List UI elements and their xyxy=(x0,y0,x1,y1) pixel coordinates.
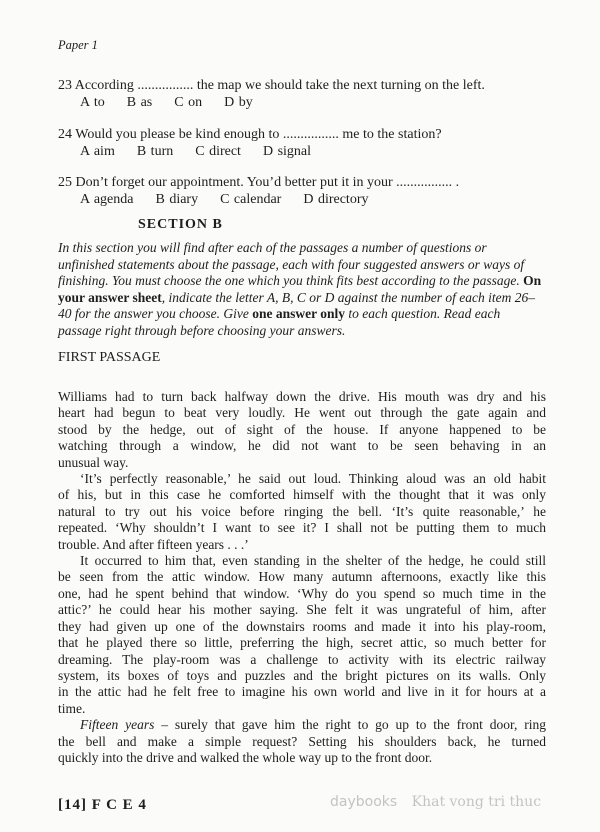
page-header: Paper 1 xyxy=(58,38,98,52)
passage-line: It occurred to him that, even standing in the shelter of the hedge, he could still xyxy=(80,553,546,569)
page-footer: [14] F C E 4 xyxy=(58,797,147,813)
answer-option: B turn xyxy=(136,143,174,159)
passage-line: they had given up one of the downstairs rooms and made it into his play-room, xyxy=(58,618,546,634)
passage-line: dreaming. The play-room was a challenge to activity with its electric railway xyxy=(58,651,546,667)
passage-heading: FIRST PASSAGE xyxy=(58,350,161,365)
answer-option: B diary xyxy=(155,191,199,207)
passage-line: one, had he spent behind that window. ‘Why do you spend so much time in the xyxy=(58,585,546,601)
answer-option: D directory xyxy=(303,191,369,207)
section-title: SECTION B xyxy=(138,217,223,232)
answer-options xyxy=(58,95,485,112)
question xyxy=(58,127,442,160)
passage-line: ‘It’s perfectly reasonable,’ he said out loud. Thinking aloud was an old habit xyxy=(80,471,546,487)
line-text: – surely that gave him the right to go up to the front door, ring xyxy=(154,717,546,733)
answer-option: D by xyxy=(224,94,253,110)
instructions-bold: one answer only xyxy=(252,306,345,321)
question-text: 24 Would you please be kind enough to ................ me to the station? xyxy=(58,127,442,142)
instructions-text: , indicate the letter A, B, C or D against the number of each item 26–40 for the answer you choose. Give xyxy=(58,289,535,321)
question xyxy=(58,175,459,208)
instructions-text: In this section you will find after each of the passages a number of questions or unfinished statements about the passage, each with four suggested answers or ways of finishing. You must choose the one which you think fits best according to the passage. xyxy=(58,240,525,288)
answer-option: C calendar xyxy=(220,191,282,207)
answer-option: A to xyxy=(80,94,105,110)
question-text: 25 Don’t forget our appointment. You’d better put it in your ................ . xyxy=(58,175,460,190)
answer-option: A aim xyxy=(80,143,115,159)
passage-line: natural to try out his voice before ringing the bell. ‘It’s quite reasonable,’ he xyxy=(58,503,546,519)
instructions-bold: On your answer sheet xyxy=(58,273,542,305)
answer-option: D signal xyxy=(262,143,312,159)
question-text: 23 According ................ the map we should take the next turning on the left. xyxy=(58,78,485,93)
passage-line: time. xyxy=(58,700,86,716)
passage-line: that he played there so little, preferring the high, secret attic, so much better for xyxy=(58,635,546,651)
answer-option: C on xyxy=(174,94,203,110)
passage-line: trouble. And after fifteen years . . .’ xyxy=(58,536,249,552)
passage-line: repeated. ‘Why shouldn’t I want to see it? I shall not be putting them to much xyxy=(58,520,546,536)
passage-line: stood by the hedge, out of sight of the house. If anyone happened to be xyxy=(58,421,546,437)
answer-option: A agenda xyxy=(80,191,134,207)
section-instructions xyxy=(58,240,546,339)
passage-line: quickly into the drive and walked the whole way up to the front door. xyxy=(58,749,433,765)
passage-line: watching through a window, he did not want to be seen behaving in an xyxy=(58,438,546,454)
instructions-text: to each question. Read each passage right through before choosing your answers. xyxy=(58,306,501,338)
answer-option: C direct xyxy=(195,143,241,159)
passage-line: unusual way. xyxy=(58,454,129,470)
passage-line: system, its boxes of toys and puzzles and the bright pictures on its walls. Only xyxy=(58,667,546,683)
watermark-line: Khat vong tri thuc xyxy=(411,794,542,810)
answer-options xyxy=(58,144,442,161)
passage-line: in the attic had he felt free to imagine his own world and live in it for hours at a xyxy=(58,684,546,700)
passage-body xyxy=(58,389,546,766)
passage-line: of his, but in this case he comforted himself with the thought that it was only xyxy=(58,487,546,503)
question xyxy=(58,78,485,111)
passage-line: Williams had to turn back halfway down the drive. His mouth was dry and his xyxy=(58,389,546,404)
passage-line: heart had begun to beat very loudly. He went out through the gate again and xyxy=(58,405,546,421)
italic-lead: Fifteen years xyxy=(80,717,155,733)
passage-line: the bell and make a simple request? Setting his shoulders back, he turned xyxy=(58,733,546,749)
passage-line: attic?’ he could hear his mother saying. She felt it was ungrateful of him, after xyxy=(58,602,546,618)
answer-options xyxy=(58,192,459,209)
passage-line: be seen from the attic window. How many autumn afternoons, exactly like this xyxy=(58,569,546,585)
watermark-line: daybooks xyxy=(330,794,398,810)
answer-option: B as xyxy=(126,94,153,110)
passage-line xyxy=(58,717,546,733)
watermark xyxy=(330,794,551,810)
